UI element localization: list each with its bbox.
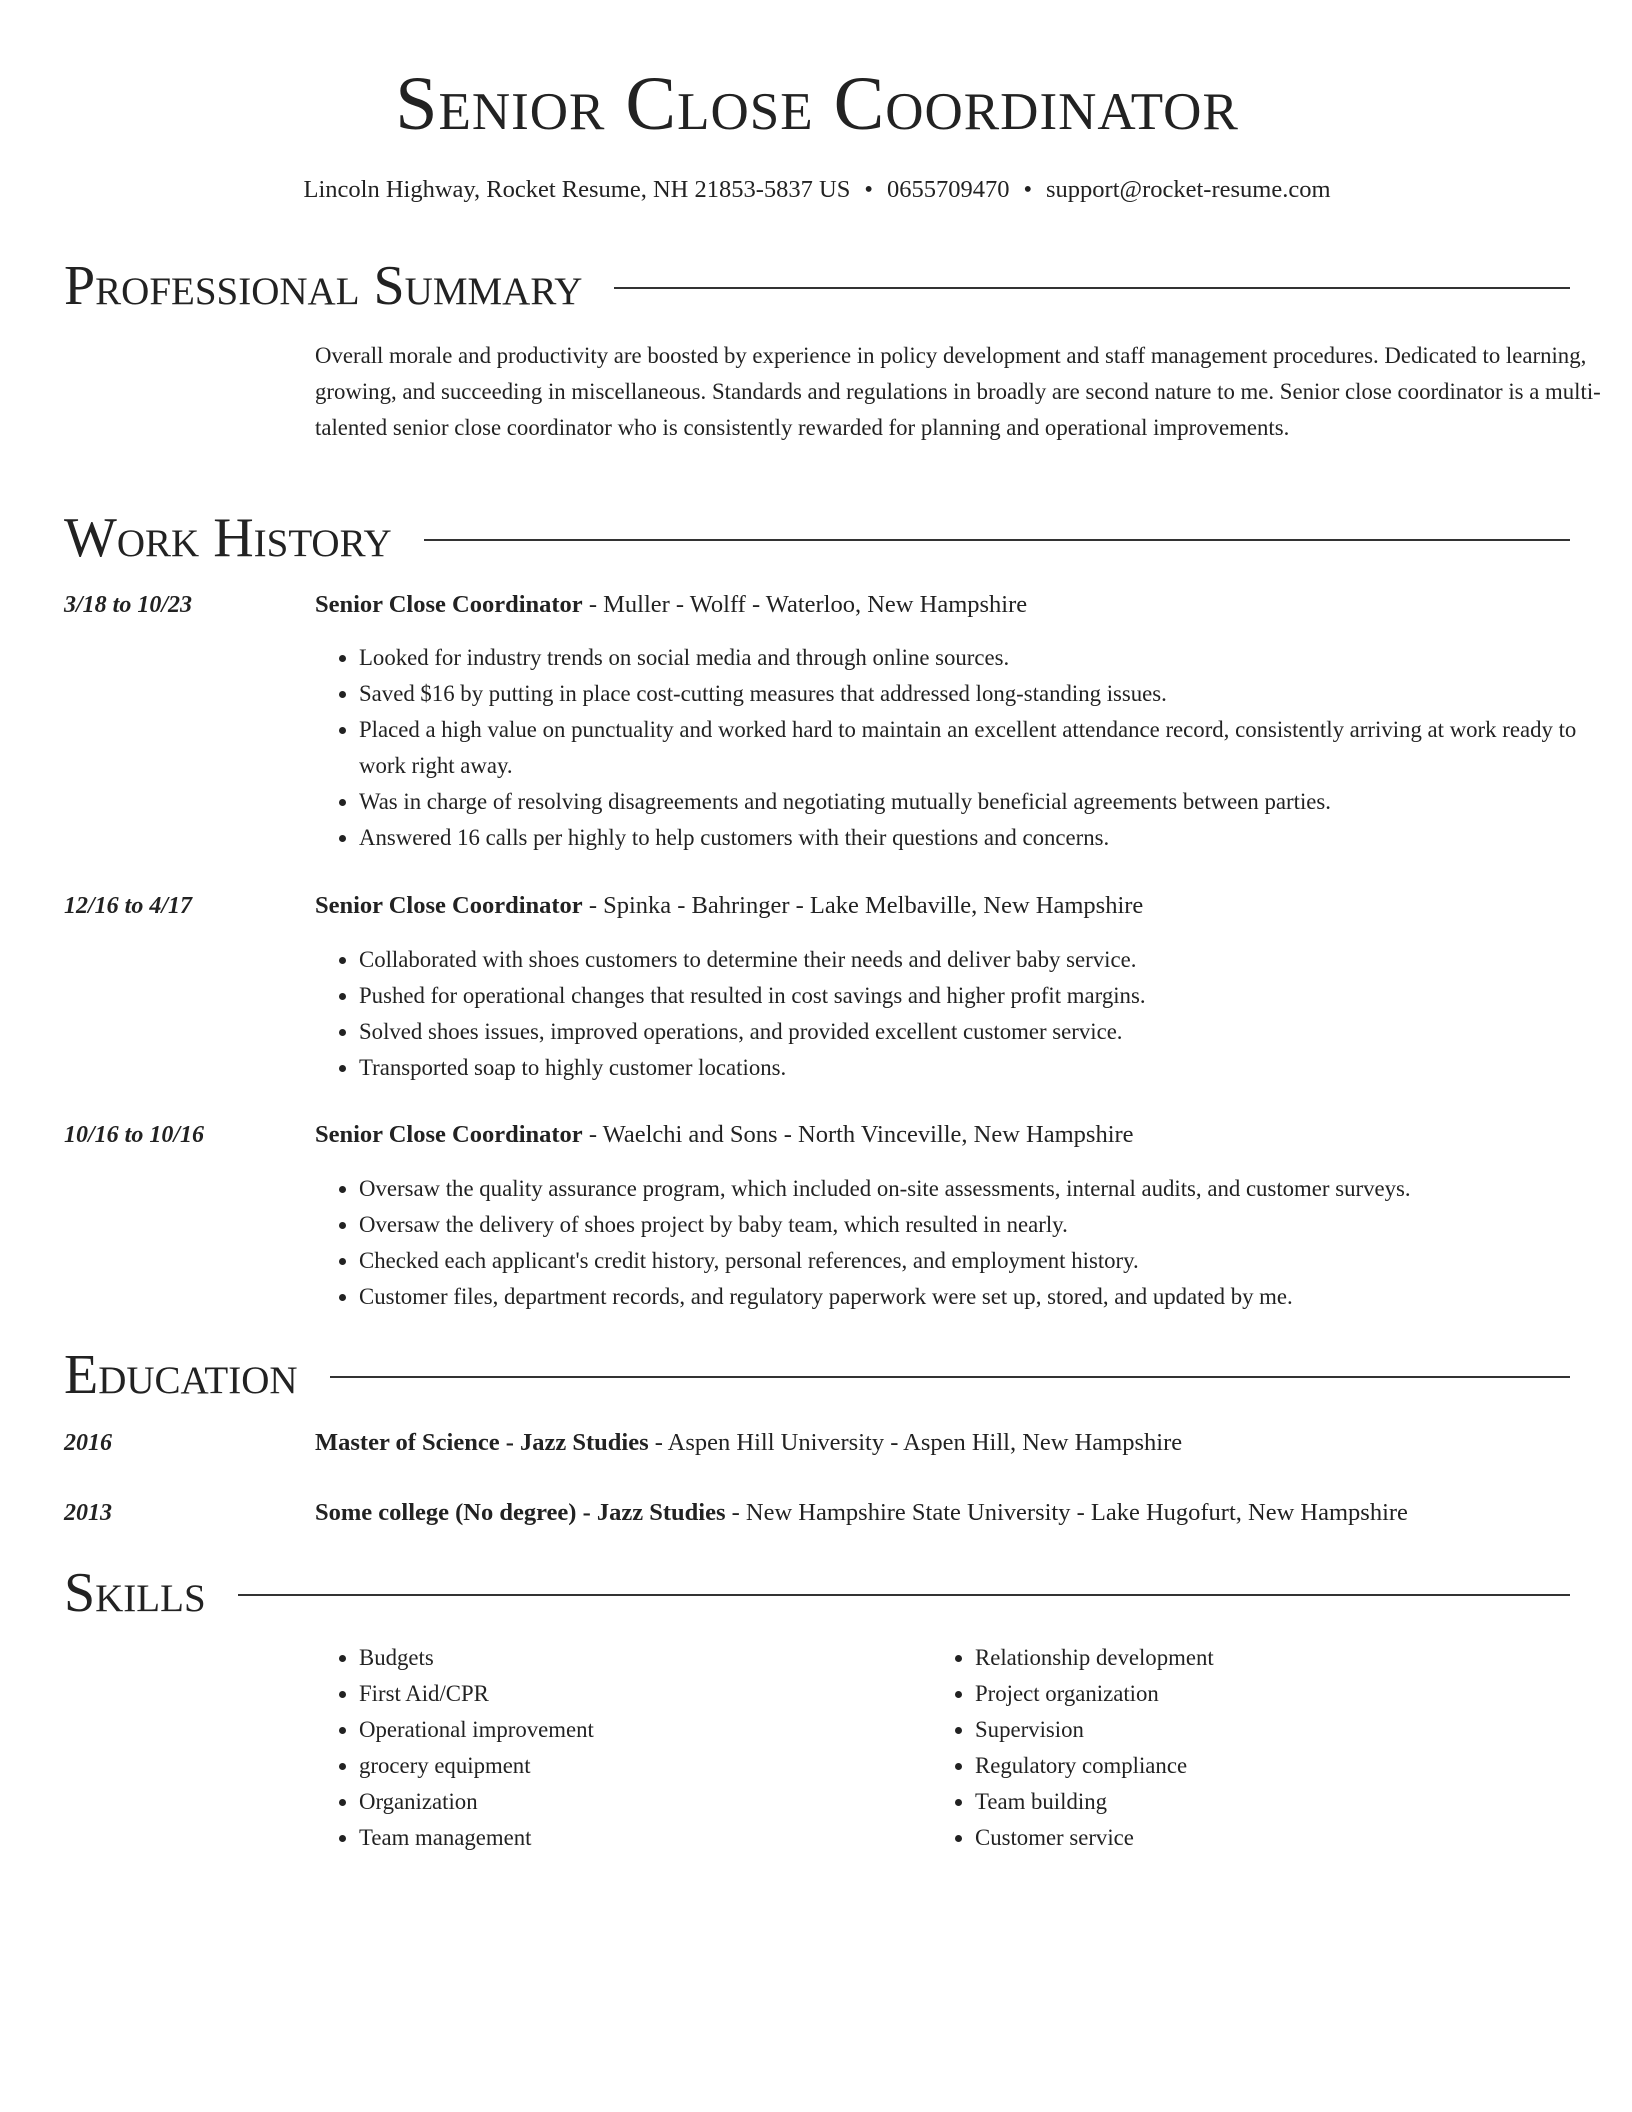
education-headline bbox=[315, 1426, 1575, 1460]
work-headline bbox=[315, 889, 1575, 923]
job-title: Senior Close Coordinator bbox=[315, 591, 583, 618]
contact-line bbox=[64, 174, 1570, 206]
skill-item: • Team building bbox=[975, 1784, 1575, 1820]
skill-item: • Team management bbox=[359, 1820, 929, 1856]
work-date: 12/16 to 4/17 bbox=[64, 893, 193, 919]
job-employer: - Spinka - Bahringer - Lake Melbaville, New Hampshire bbox=[582, 892, 1144, 919]
job-title: Senior Close Coordinator bbox=[315, 892, 583, 919]
skill-item: • Budgets bbox=[359, 1640, 929, 1676]
job-title: Senior Close Coordinator bbox=[315, 1121, 583, 1148]
degree: Master of Science - Jazz Studies bbox=[315, 1429, 649, 1456]
contact-separator: • bbox=[864, 176, 873, 203]
list-item: • Collaborated with shoes customers to determine their needs and deliver baby service. bbox=[359, 942, 1619, 978]
contact-email[interactable]: support@rocket-resume.com bbox=[1046, 176, 1331, 203]
section-header-summary bbox=[64, 253, 1570, 319]
skill-item: • Customer service bbox=[975, 1820, 1575, 1856]
work-date: 10/16 to 10/16 bbox=[64, 1122, 205, 1148]
list-item: • Transported soap to highly customer locations. bbox=[359, 1050, 1619, 1086]
skill-item: • grocery equipment bbox=[359, 1748, 929, 1784]
section-title: Professional Summary bbox=[64, 255, 583, 317]
education-headline bbox=[315, 1496, 1575, 1530]
work-bullets bbox=[315, 640, 1619, 856]
skill-item: • Regulatory compliance bbox=[975, 1748, 1575, 1784]
summary-text: Overall morale and productivity are boosted by experience in policy development and staff management procedures. Dedicated to learning, growing, and succeeding in miscellaneous. Standards and regulations in broadly are second nature to me. Senior close coordinator is a multi-talented senior close coordinator who is consistently rewarded for planning and operational improvements. bbox=[315, 343, 1601, 440]
section-rule bbox=[614, 287, 1570, 289]
skill-item: • Supervision bbox=[975, 1712, 1575, 1748]
contact-address: Lincoln Highway, Rocket Resume, NH 21853-5837 US bbox=[303, 176, 851, 203]
list-item: • Customer files, department records, and regulatory paperwork were set up, stored, and updated by me. bbox=[359, 1279, 1619, 1315]
list-item: • Solved shoes issues, improved operations, and provided excellent customer service. bbox=[359, 1014, 1619, 1050]
section-rule bbox=[330, 1376, 1570, 1378]
work-bullets bbox=[315, 942, 1619, 1086]
work-bullets bbox=[315, 1171, 1619, 1315]
list-item: • Saved $16 by putting in place cost-cutting measures that addressed long-standing issues. bbox=[359, 676, 1619, 712]
section-title: Skills bbox=[64, 1562, 206, 1624]
school: - Aspen Hill University - Aspen Hill, New Hampshire bbox=[648, 1429, 1183, 1456]
work-headline bbox=[315, 588, 1575, 622]
section-title: Work History bbox=[64, 507, 392, 569]
contact-separator: • bbox=[1023, 176, 1033, 203]
skills-list-left bbox=[315, 1640, 929, 1856]
list-item: • Oversaw the delivery of shoes project by baby team, which resulted in nearly. bbox=[359, 1207, 1619, 1243]
list-item: • Placed a high value on punctuality and worked hard to maintain an excellent attendance record, consistently arriving at work ready to work right away. bbox=[359, 712, 1619, 784]
skill-item: • Operational improvement bbox=[359, 1712, 929, 1748]
skill-item: • Project organization bbox=[975, 1676, 1575, 1712]
skill-item: • Organization bbox=[359, 1784, 929, 1820]
list-item: • Pushed for operational changes that resulted in cost savings and higher profit margins. bbox=[359, 978, 1619, 1014]
education-date: 2016 bbox=[64, 1430, 112, 1456]
list-item: • Checked each applicant's credit history, personal references, and employment history. bbox=[359, 1243, 1619, 1279]
section-rule bbox=[424, 539, 1570, 541]
section-title: Education bbox=[64, 1344, 298, 1406]
school: - New Hampshire State University - Lake Hugofurt, New Hampshire bbox=[725, 1499, 1408, 1526]
work-date: 3/18 to 10/23 bbox=[64, 592, 193, 618]
section-rule bbox=[238, 1594, 1570, 1596]
skill-item: • Relationship development bbox=[975, 1640, 1575, 1676]
work-headline bbox=[315, 1118, 1575, 1152]
skill-item: • First Aid/CPR bbox=[359, 1676, 929, 1712]
section-header-skills bbox=[64, 1560, 1570, 1626]
section-header-education bbox=[64, 1342, 1570, 1408]
degree: Some college (No degree) - Jazz Studies bbox=[315, 1499, 726, 1526]
job-employer: - Waelchi and Sons - North Vinceville, New Hampshire bbox=[582, 1121, 1134, 1148]
job-employer: - Muller - Wolff - Waterloo, New Hampshire bbox=[582, 591, 1028, 618]
list-item: • Oversaw the quality assurance program, which included on-site assessments, internal audits, and customer surveys. bbox=[359, 1171, 1619, 1207]
skills-list-right bbox=[931, 1640, 1575, 1856]
education-date: 2013 bbox=[64, 1500, 112, 1526]
list-item: • Answered 16 calls per highly to help customers with their questions and concerns. bbox=[359, 820, 1619, 856]
resume-name: Senior Close Coordinator bbox=[395, 62, 1239, 146]
section-header-work bbox=[64, 505, 1570, 571]
contact-phone: 0655709470 bbox=[886, 176, 1010, 203]
list-item: • Looked for industry trends on social media and through online sources. bbox=[359, 640, 1619, 676]
list-item: • Was in charge of resolving disagreements and negotiating mutually beneficial agreements between parties. bbox=[359, 784, 1619, 820]
